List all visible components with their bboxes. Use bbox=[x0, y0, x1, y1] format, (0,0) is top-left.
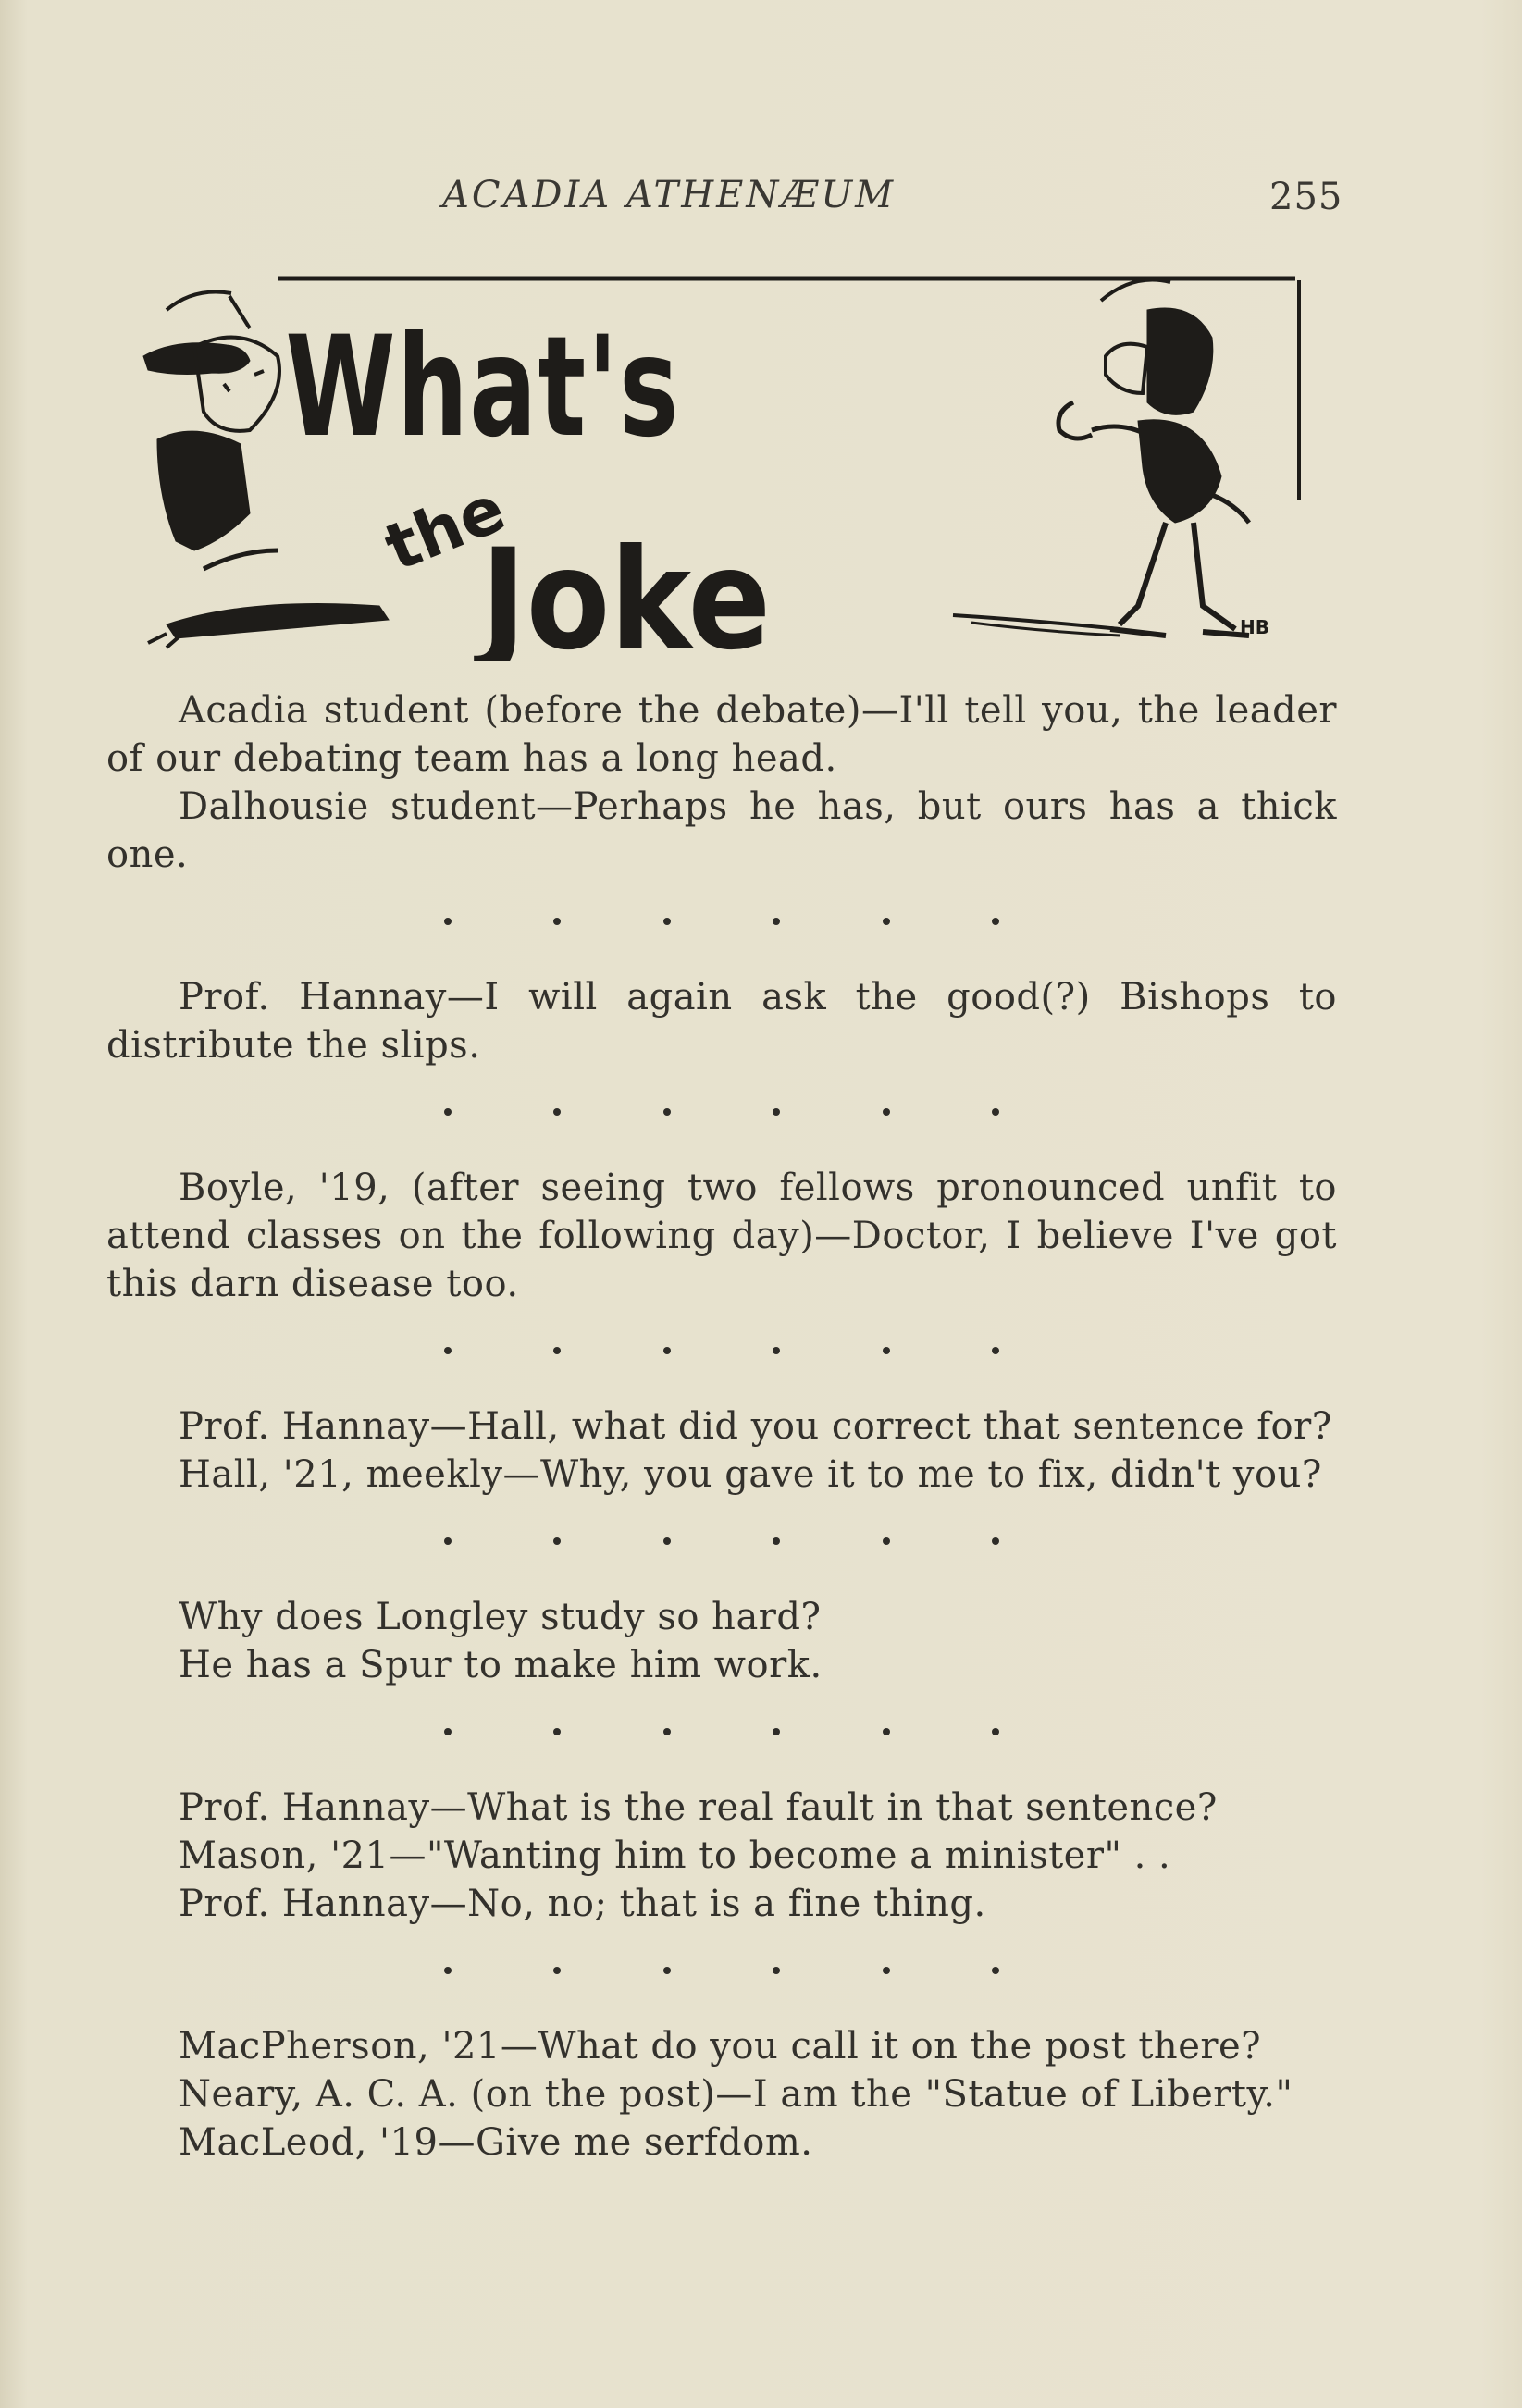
joke-line: Why does Longley study so hard? bbox=[179, 1596, 822, 1638]
joke-block bbox=[106, 1402, 1337, 1499]
section-separator bbox=[444, 1537, 999, 1552]
banner-title-whats: What's bbox=[285, 306, 680, 468]
page-number: 255 bbox=[1269, 176, 1343, 218]
joke-line: Prof. Hannay—What is the real fault in that sentence? bbox=[179, 1786, 1218, 1829]
section-separator bbox=[444, 1728, 999, 1743]
joke-line: Prof. Hannay—I will again ask the good(?) Bishops to distribute the slips. bbox=[106, 976, 1337, 1067]
right-cartoon-figure bbox=[953, 280, 1249, 636]
joke-line: Hall, '21, meekly—Why, you gave it to me to fix, didn't you? bbox=[179, 1453, 1322, 1496]
section-separator bbox=[444, 1108, 999, 1123]
joke-line: MacLeod, '19—Give me serfdom. bbox=[179, 2121, 813, 2164]
whats-the-joke-banner bbox=[139, 273, 1314, 661]
running-header-title: ACADIA ATHENÆUM bbox=[442, 174, 897, 216]
joke-block bbox=[106, 1593, 1337, 1689]
artist-initials: HB bbox=[1240, 616, 1269, 638]
joke-block bbox=[106, 1164, 1337, 1308]
joke-line: Dalhousie student—Perhaps he has, but ours has a thick one. bbox=[106, 785, 1337, 876]
banner-illustration bbox=[139, 273, 1314, 661]
joke-block bbox=[106, 1784, 1337, 1928]
banner-title-the: the bbox=[374, 470, 515, 587]
section-separator bbox=[444, 1347, 999, 1362]
joke-line: Boyle, '19, (after seeing two fellows pronounced unfit to attend classes on the following day)—Doctor, I believe I've got this darn disease too. bbox=[106, 1167, 1337, 1305]
joke-block bbox=[106, 2022, 1337, 2167]
section-separator bbox=[444, 1967, 999, 1982]
jokes-column bbox=[106, 686, 1337, 2167]
joke-line: Mason, '21—"Wanting him to become a minister" . . bbox=[179, 1834, 1171, 1877]
joke-block bbox=[106, 973, 1337, 1069]
section-separator bbox=[444, 918, 999, 932]
joke-line: Acadia student (before the debate)—I'll tell you, the leader of our debating team has a long head. bbox=[106, 689, 1337, 780]
joke-line: Prof. Hannay—No, no; that is a fine thing. bbox=[179, 1883, 986, 1925]
joke-block bbox=[106, 686, 1337, 879]
banner-title-joke: Joke bbox=[480, 519, 772, 661]
joke-line: He has a Spur to make him work. bbox=[179, 1644, 823, 1686]
joke-line: MacPherson, '21—What do you call it on the post there? bbox=[179, 2025, 1262, 2068]
joke-line: Prof. Hannay—Hall, what did you correct that sentence for? bbox=[179, 1405, 1332, 1448]
joke-line: Neary, A. C. A. (on the post)—I am the "Statue of Liberty." bbox=[179, 2073, 1293, 2116]
